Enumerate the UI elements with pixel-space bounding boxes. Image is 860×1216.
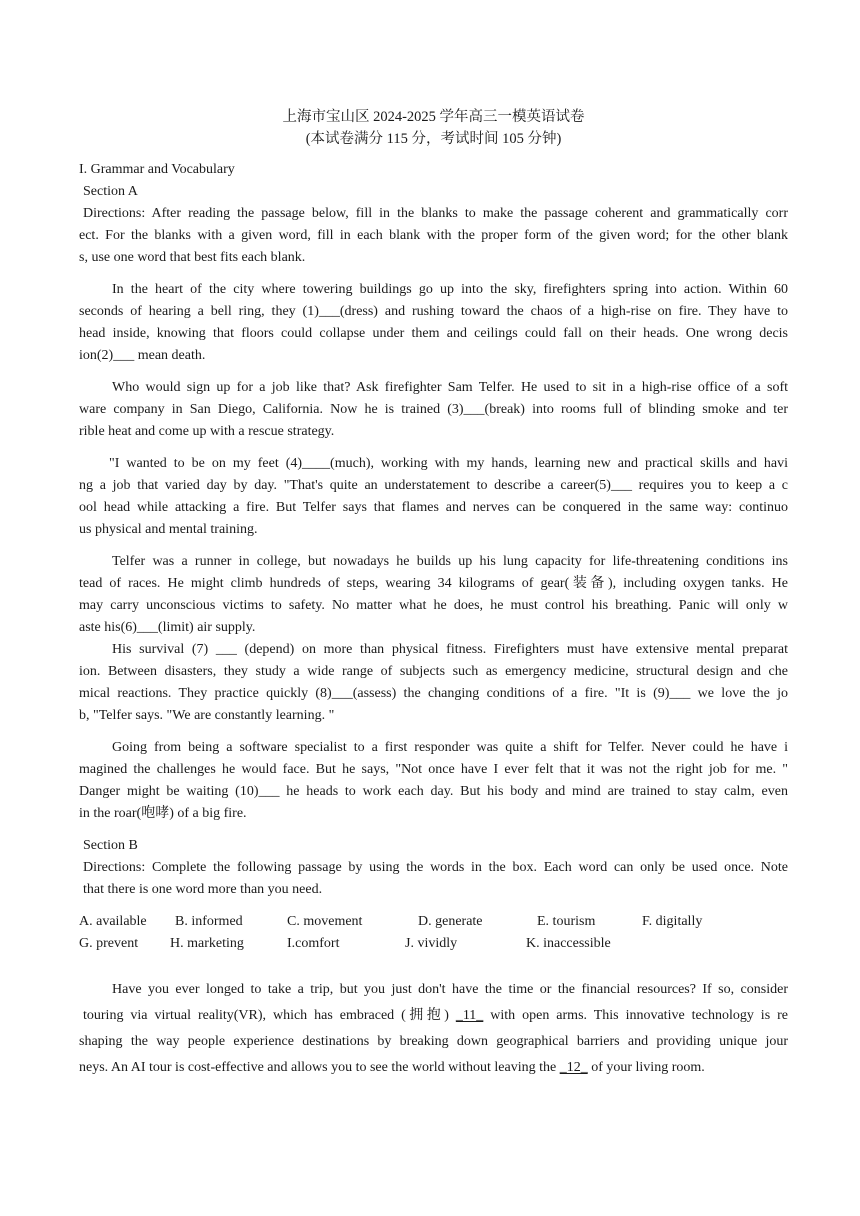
word-option: A. available bbox=[79, 914, 147, 929]
text-line: ion(2)___ mean death. bbox=[79, 348, 206, 363]
text-line: Danger might be waiting (10)___ he heads to work each day. But his body and mind are trained to stay calm, even bbox=[79, 784, 788, 799]
text-line: rible heat and come up with a rescue strategy. bbox=[79, 424, 335, 439]
word-box-row bbox=[79, 911, 788, 933]
text-line: ool head while attacking a fire. But Telfer says that flames and nerves can be conquered in the same way: continuo bbox=[79, 500, 788, 515]
text-line: Who would sign up for a job like that? Ask firefighter Sam Telfer. He used to sit in a high-rise office of a soft bbox=[112, 380, 788, 395]
text-line: Going from being a software specialist to a first responder was quite a shift for Telfer. Never could he have i bbox=[112, 740, 788, 755]
text-line: His survival (7) ___ (depend) on more than physical fitness. Firefighters must have extensive mental preparat bbox=[112, 642, 788, 657]
word-option: I.comfort bbox=[287, 936, 340, 951]
text-line: aste his(6)___(limit) air supply. bbox=[79, 620, 256, 635]
text-line: seconds of hearing a bell ring, they (1)___(dress) and rushing toward the chaos of a high-rise on fire. They have to bbox=[79, 304, 788, 319]
text-segment: neys. An AI tour is cost-effective and allows you to see the world without leaving the bbox=[79, 1060, 560, 1075]
text-line: may carry unconscious victims to safety. No matter what he does, he must control his breathing. Panic will only w bbox=[79, 598, 788, 613]
word-option: E. tourism bbox=[537, 914, 596, 929]
text-segment: touring via virtual reality(VR), which has embraced (拥抱) bbox=[83, 1008, 456, 1023]
text-line: Have you ever longed to take a trip, but you just don't have the time or the financial resources? If so, consider bbox=[112, 982, 788, 997]
text-line bbox=[79, 1003, 788, 1029]
word-option: C. movement bbox=[287, 914, 363, 929]
text-line: "I wanted to be on my feet (4)____(much), working with my hands, learning new and practical skills and havi bbox=[109, 456, 788, 471]
text-line: us physical and mental training. bbox=[79, 522, 258, 537]
exam-subtitle: (本试卷满分 115 分，考试时间 105 分钟) bbox=[305, 131, 562, 147]
text-line: tead of races. He might climb hundreds of steps, wearing 34 kilograms of gear(装备), including oxygen tanks. He bbox=[79, 576, 788, 591]
blank-11: _11_ bbox=[455, 1008, 484, 1023]
blank-12: _12_ bbox=[559, 1060, 588, 1075]
passage-paragraph-3 bbox=[79, 453, 788, 541]
word-option: F. digitally bbox=[642, 914, 703, 929]
section-a-label: Section A bbox=[83, 184, 138, 199]
text-line: b, "Telfer says. "We are constantly learning. " bbox=[79, 708, 335, 723]
text-line: magined the challenges he would face. But he says, "Not once have I ever felt that it was not the right job for me. " bbox=[79, 762, 788, 777]
directions-line: ect. For the blanks with a given word, fill in each blank with the proper form of the given word; for the other blank bbox=[79, 228, 788, 243]
text-line: head inside, knowing that floors could collapse under them and ceilings could fall on their heads. One wrong decis bbox=[79, 326, 788, 341]
directions-line: Directions: After reading the passage below, fill in the blanks to make the passage coherent and grammatically corr bbox=[83, 206, 788, 221]
word-option: B. informed bbox=[175, 914, 243, 929]
directions-line: s, use one word that best fits each blank. bbox=[79, 250, 306, 265]
text-line: ware company in San Diego, California. Now he is trained (3)___(break) into rooms full of blinding smoke and ter bbox=[79, 402, 788, 417]
passage-paragraph-2 bbox=[79, 377, 788, 443]
word-box bbox=[79, 911, 788, 955]
text-line: in the roar(咆哮) of a big fire. bbox=[79, 806, 247, 821]
exam-title: 上海市宝山区 2024-2025 学年高三一模英语试卷 bbox=[282, 109, 585, 125]
part-heading: I. Grammar and Vocabulary bbox=[79, 162, 235, 177]
passage-paragraph-4 bbox=[79, 551, 788, 639]
passage-paragraph-5 bbox=[79, 639, 788, 727]
section-b-directions bbox=[79, 857, 788, 901]
passage-paragraph-6 bbox=[79, 737, 788, 825]
text-line: shaping the way people experience destinations by breaking down geographical barriers and providing unique jour bbox=[79, 1034, 788, 1049]
section-b-passage bbox=[79, 977, 788, 1081]
word-box-row bbox=[79, 933, 788, 955]
word-option: D. generate bbox=[418, 914, 483, 929]
word-option: K. inaccessible bbox=[526, 936, 611, 951]
text-line: Telfer was a runner in college, but nowadays he builds up his lung capacity for life-threatening conditions ins bbox=[112, 554, 788, 569]
directions-line: that there is one word more than you need. bbox=[83, 882, 323, 897]
word-option: J. vividly bbox=[405, 936, 458, 951]
word-option: G. prevent bbox=[79, 936, 139, 951]
section-a-directions bbox=[79, 203, 788, 269]
text-segment: of your living room. bbox=[587, 1060, 705, 1075]
text-line bbox=[79, 1055, 788, 1081]
text-segment: with open arms. This innovative technology is re bbox=[483, 1008, 788, 1023]
text-line: mical reactions. They practice quickly (8)___(assess) the changing conditions of a fire. "It is (9)___ we love the jo bbox=[79, 686, 788, 701]
section-b-label: Section B bbox=[83, 838, 138, 853]
directions-line: Directions: Complete the following passage by using the words in the box. Each word can only be used once. Note bbox=[83, 860, 788, 875]
word-option: H. marketing bbox=[170, 936, 244, 951]
text-line: ng a job that varied day by day. "That's quite an understatement to describe a career(5)___ requires you to keep a c bbox=[79, 478, 788, 493]
text-line: ion. Between disasters, they study a wide range of subjects such as emergency medicine, structural design and che bbox=[79, 664, 788, 679]
text-line: In the heart of the city where towering buildings go up into the sky, firefighters spring into action. Within 60 bbox=[112, 282, 788, 297]
passage-paragraph-1 bbox=[79, 279, 788, 367]
